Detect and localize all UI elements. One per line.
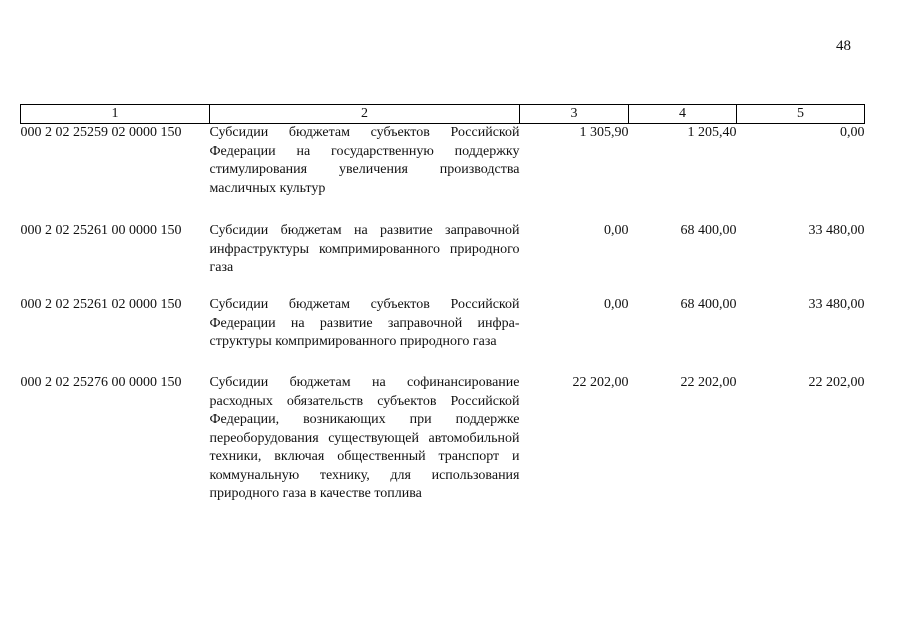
- amount-col-3: 22 202,00: [572, 375, 629, 390]
- budget-code: 000 2 02 25261 02 0000 150: [20, 297, 182, 312]
- budget-code: 000 2 02 25261 00 0000 150: [20, 223, 182, 238]
- budget-code: 000 2 02 25259 02 0000 150: [20, 125, 182, 140]
- budget-description: Субсидии бюджетам субъектов Российской Федерации на развитие заправочной инфраструктуры компримированного природного газа: [209, 297, 520, 349]
- table-row: [21, 222, 865, 296]
- header-col-5: 5: [737, 105, 865, 124]
- amount-col-4: 68 400,00: [680, 297, 737, 312]
- amount-col-5: 22 202,00: [808, 375, 865, 390]
- table-row: [21, 374, 865, 534]
- header-col-4: 4: [629, 105, 737, 124]
- amount-col-4: 1 205,40: [687, 125, 737, 140]
- amount-col-3: 1 305,90: [579, 125, 629, 140]
- amount-col-4: 68 400,00: [680, 223, 737, 238]
- page-number: 48: [836, 38, 851, 54]
- header-col-1: 1: [21, 105, 210, 124]
- budget-description: Субсидии бюджетам субъектов Российской Федерации на государственную поддержку стимулирования увеличения производства масличных культур: [209, 125, 520, 196]
- budget-code: 000 2 02 25276 00 0000 150: [20, 375, 182, 390]
- budget-description: Субсидии бюджетам на софинансирование расходных обязательств субъектов Российской Федерации, возникающих при поддержке переоборудования существующей автомобильной техники, включая общественный транспорт и коммунальную технику, для использования природного газа в качестве топлива: [209, 375, 520, 501]
- table-header-row: [21, 105, 865, 124]
- table-row: [21, 124, 865, 223]
- table-row: [21, 296, 865, 374]
- amount-col-5: 33 480,00: [808, 297, 865, 312]
- amount-col-4: 22 202,00: [680, 375, 737, 390]
- amount-col-5: 0,00: [840, 125, 865, 140]
- header-col-3: 3: [520, 105, 629, 124]
- budget-description: Субсидии бюджетам на развитие заправочной инфраструктуры компримированного природного газа: [209, 223, 520, 275]
- amount-col-3: 0,00: [604, 223, 629, 238]
- header-col-2: 2: [210, 105, 520, 124]
- budget-table: [20, 104, 865, 534]
- amount-col-5: 33 480,00: [808, 223, 865, 238]
- amount-col-3: 0,00: [604, 297, 629, 312]
